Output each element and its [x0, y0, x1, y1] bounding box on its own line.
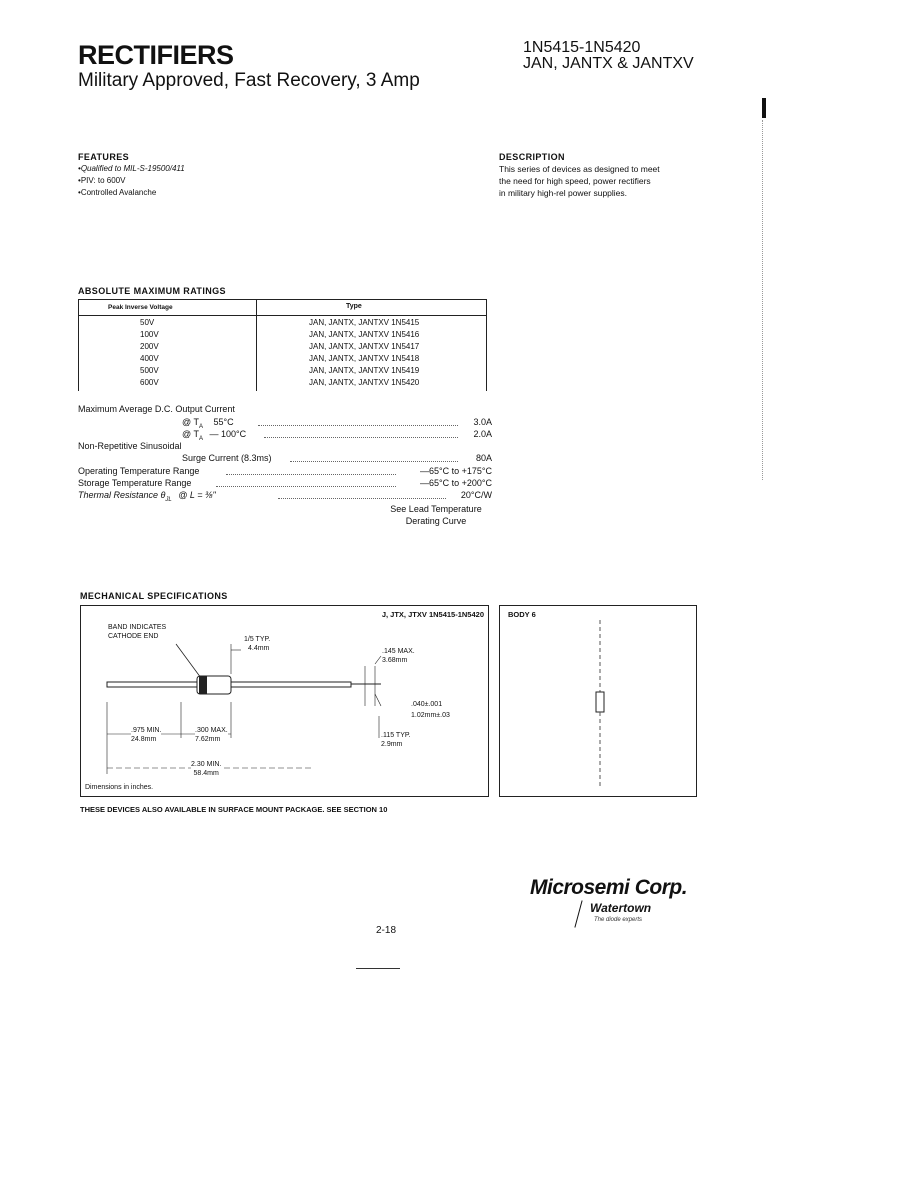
- qualifications: JAN, JANTX & JANTXV: [523, 55, 694, 72]
- ratings-heading: ABSOLUTE MAXIMUM RATINGS: [78, 286, 226, 296]
- left-lead: [107, 682, 197, 687]
- dim-text: 2.30 MIN.: [191, 761, 222, 768]
- features-heading: FEATURES: [78, 152, 130, 162]
- ratings-table: [78, 299, 487, 391]
- dim-text: .115 TYP.: [381, 732, 411, 739]
- table-cell-type: JAN, JANTX, JANTXV 1N5415: [309, 318, 420, 327]
- outline-drawing-box: [80, 605, 489, 797]
- part-numbers: 1N5415-1N5420: [523, 39, 641, 56]
- table-cell-type: JAN, JANTX, JANTXV 1N5417: [309, 342, 420, 351]
- current-100c-cond: [182, 429, 246, 442]
- band-label-line: CATHODE END: [108, 633, 159, 640]
- table-cell-voltage: 600V: [140, 378, 159, 387]
- table-cell-voltage: 400V: [140, 354, 159, 363]
- logo-location: Watertown: [590, 901, 652, 915]
- description-section: [499, 152, 660, 199]
- current-55c-row: [78, 417, 492, 429]
- table-cell-type: JAN, JANTX, JANTXV 1N5419: [309, 366, 420, 375]
- surge-label-row: [78, 441, 492, 453]
- dim-text: 7.62mm: [195, 736, 221, 743]
- dim-text: 24.8mm: [131, 736, 157, 743]
- dim-text: 2.9mm: [381, 741, 403, 748]
- storage-temp-label: Storage Temperature Range: [78, 478, 192, 488]
- col-header-voltage: Peak Inverse Voltage: [108, 304, 173, 311]
- band-label: [108, 623, 166, 641]
- ta-sub: A: [198, 423, 203, 430]
- feature-item: • Controlled Avalanche: [78, 187, 185, 199]
- features-section: [78, 152, 185, 199]
- margin-rule: [762, 120, 763, 480]
- avg-current-label: Maximum Average D.C. Output Current: [78, 404, 235, 414]
- op-temp-label: Operating Temperature Range: [78, 466, 200, 476]
- thermal-label-text: Thermal Resistance θ: [78, 490, 166, 500]
- mechanical-heading: MECHANICAL SPECIFICATIONS: [80, 591, 228, 601]
- footer-rule: [356, 968, 400, 969]
- microsemi-logo: [530, 876, 700, 928]
- body-outline-box: [499, 605, 697, 797]
- ta-label: @ T: [182, 429, 199, 439]
- dims-note: Dimensions in inches.: [85, 784, 154, 791]
- margin-bar: [762, 98, 766, 118]
- dim-min1: [131, 726, 161, 744]
- current-100c-row: [78, 429, 492, 441]
- thermal-sub: JL: [165, 496, 172, 503]
- thermal-label: [78, 490, 216, 503]
- body-outline-svg: [500, 606, 696, 796]
- description-line: This series of devices as designed to meet: [499, 164, 660, 174]
- band-leader: [176, 644, 201, 678]
- thermal-row: [78, 490, 492, 502]
- surge-label: Non-Repetitive Sinusoidal: [78, 441, 182, 451]
- table-cell-type: JAN, JANTX, JANTXV 1N5416: [309, 330, 420, 339]
- table-cell-voltage: 200V: [140, 342, 159, 351]
- dim-typ1: [244, 635, 270, 653]
- table-cell-voltage: 500V: [140, 366, 159, 375]
- feature-item: • PIV: to 600V: [78, 175, 185, 187]
- page-subtitle: Military Approved, Fast Recovery, 3 Amp: [78, 70, 420, 91]
- current-55c-cond: [182, 417, 234, 430]
- derating-note-line: Derating Curve: [405, 516, 467, 526]
- table-cell-voltage: 100V: [140, 330, 159, 339]
- dim-text: .040±.001: [411, 701, 443, 708]
- surge-current-label: Surge Current (8.3ms): [182, 453, 272, 463]
- dim-typ2: [381, 731, 411, 749]
- derating-note: [380, 503, 492, 527]
- dim-text: .975 MIN.: [131, 727, 162, 734]
- current-100c-value: 2.0A: [473, 429, 492, 439]
- col-header-type: Type: [346, 303, 362, 310]
- part-number-block: [523, 40, 694, 72]
- thermal-value: 20°C/W: [460, 490, 492, 500]
- storage-temp-row: [78, 478, 492, 490]
- thermal-cond: @ L = ⅜": [178, 490, 216, 500]
- dim-min2: [191, 760, 221, 778]
- dim-text: .145 MAX.: [382, 648, 415, 655]
- cathode-band: [199, 676, 207, 694]
- body-label: BODY 6: [508, 610, 536, 619]
- dim-max1: [382, 647, 415, 665]
- type-column: [309, 317, 419, 389]
- surge-current-row: [78, 453, 492, 465]
- ta-sub: A: [198, 435, 203, 442]
- surface-mount-note: THESE DEVICES ALSO AVAILABLE IN SURFACE MOUNT PACKAGE. SEE SECTION 10: [80, 805, 388, 814]
- dim-text: 4.4mm: [248, 645, 270, 652]
- description-heading: DESCRIPTION: [499, 152, 565, 162]
- dim-text: 1.02mm±.03: [411, 712, 450, 719]
- ta-cond: 55°C: [213, 417, 234, 427]
- description-line: in military high-rel power supplies.: [499, 188, 628, 198]
- feature-item: • Qualified to MIL-S-19500/411: [78, 163, 185, 175]
- avg-current-row: [78, 404, 492, 416]
- description-line: the need for high speed, power rectifiers: [499, 176, 651, 186]
- page-title: RECTIFIERS: [78, 40, 234, 70]
- storage-temp-value: —65°C to +200°C: [420, 478, 492, 488]
- ta-cond: — 100°C: [209, 429, 247, 439]
- dim-text: 3.68mm: [382, 657, 408, 664]
- dim-text: 1/5 TYP.: [244, 636, 271, 643]
- dim-max2: [195, 726, 228, 744]
- page-number: 2-18: [376, 925, 397, 936]
- table-cell-voltage: 50V: [140, 318, 155, 327]
- logo-slash: [574, 900, 582, 927]
- table-cell-type: JAN, JANTX, JANTXV 1N5420: [309, 378, 420, 387]
- dim-text: 58.4mm: [193, 770, 219, 777]
- dim-lead1: [411, 699, 450, 721]
- logo-name: Microsemi Corp.: [530, 876, 688, 899]
- logo-tagline: The diode experts: [594, 917, 643, 923]
- derating-note-line: See Lead Temperature: [390, 504, 482, 514]
- dim-text: .300 MAX.: [195, 727, 228, 734]
- table-cell-type: JAN, JANTX, JANTXV 1N5418: [309, 354, 420, 363]
- current-55c-value: 3.0A: [473, 417, 492, 427]
- ta-label: @ T: [182, 417, 199, 427]
- right-lead: [231, 682, 351, 687]
- op-temp-value: —65°C to +175°C: [420, 466, 492, 476]
- op-temp-row: [78, 466, 492, 478]
- diagram-title: J, JTX, JTXV 1N5415-1N5420: [381, 610, 484, 619]
- band-label-line: BAND INDICATES: [108, 624, 167, 631]
- voltage-column: [140, 317, 159, 389]
- surge-current-value: 80A: [475, 453, 492, 463]
